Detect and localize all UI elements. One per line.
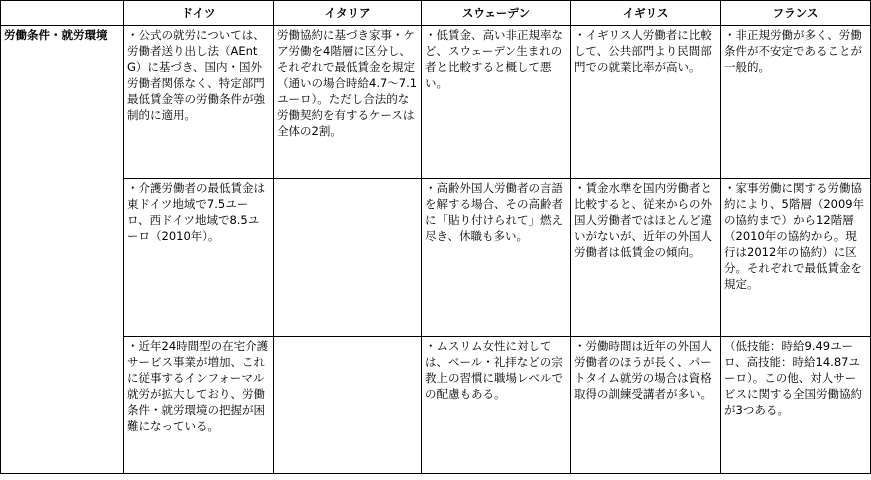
cell-sweden-1: ・低賃金、高い非正規率など、スウェーデン生まれの者と比較すると概して悪い。: [422, 26, 571, 179]
cell-france-2: ・家事労働に関する労働協約により、5階層（2009年の協約まで）から12階層（2010年の協約から。現行は2012年の協約）に区分。それぞれで最低賃金を規定。: [721, 179, 871, 337]
header-row: [1, 1, 871, 26]
header-france: フランス: [721, 1, 871, 26]
header-italy: イタリア: [274, 1, 422, 26]
header-germany: ドイツ: [124, 1, 274, 26]
cell-sweden-2: ・高齢外国人労働者の言語を解する場合、その高齢者に「貼り付けられて」燃え尽き、休職も多い。: [422, 179, 571, 337]
table-row: [1, 179, 871, 337]
cell-italy-1: 労働協約に基づき家事・ケア労働を4階層に区分し、それぞれで最低賃金を規定（通いの場合時給4.7〜7.1ユーロ）。ただし合法的な労働契約を有するケースは全体の2割。: [274, 26, 422, 179]
header-cell-empty: [1, 1, 124, 26]
cell-germany-3: ・近年24時間型の在宅介護サービス事業が増加、これに従事するインフォーマル就労が拡大しており、労働条件・就労環境の把握が困難になっている。: [124, 337, 274, 474]
cell-italy-3: [274, 337, 422, 474]
cell-france-1: ・非正規労働が多く、労働条件が不安定であることが一般的。: [721, 26, 871, 179]
table-row: [1, 26, 871, 179]
cell-germany-1: ・公式の就労については、労働者送り出し法（AEntG）に基づき、国内・国外労働者関係なく、特定部門最低賃金等の労働条件が強制的に適用。: [124, 26, 274, 179]
cell-italy-2: [274, 179, 422, 337]
row-label-working-conditions: 労働条件・就労環境: [1, 26, 124, 474]
cell-germany-2: ・介護労働者の最低賃金は東ドイツ地域で7.5ユーロ、西ドイツ地域で8.5ユーロ（2010年）。: [124, 179, 274, 337]
cell-uk-1: ・イギリス人労働者に比較して、公共部門より民間部門での就業比率が高い。: [571, 26, 721, 179]
cell-uk-2: ・賃金水準を国内労働者と比較すると、従来からの外国人労働者ではほとんど違いがないが、近年の外国人労働者は低賃金の傾向。: [571, 179, 721, 337]
header-uk: イギリス: [571, 1, 721, 26]
cell-uk-3: ・労働時間は近年の外国人労働者のほうが長く、パートタイム就労の場合は資格取得の訓練受講者が多い。: [571, 337, 721, 474]
cell-france-3: （低技能：時給9.49ユーロ、高技能：時給14.87ユーロ）。この他、対人サービスに関する全国労働協約が3つある。: [721, 337, 871, 474]
header-sweden: スウェーデン: [422, 1, 571, 26]
table-row: [1, 337, 871, 474]
cell-sweden-3: ・ムスリム女性に対しては、ベール・礼拝などの宗教上の習慣に職場レベルでの配慮もある。: [422, 337, 571, 474]
